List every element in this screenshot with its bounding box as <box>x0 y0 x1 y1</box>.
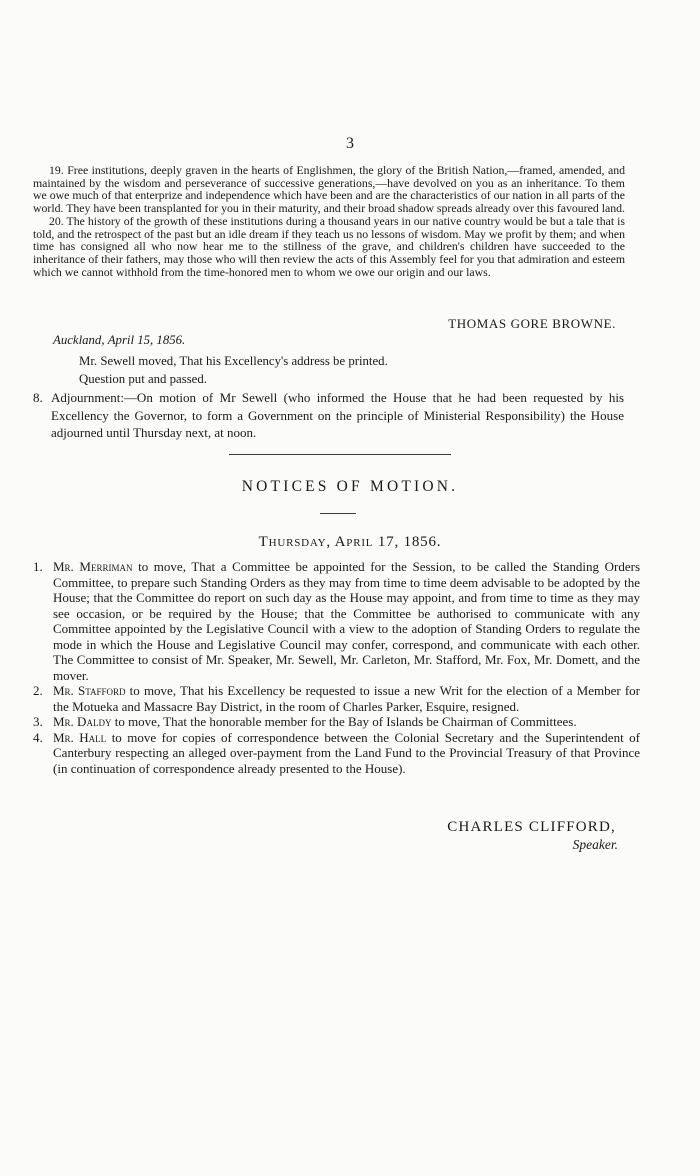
notice-number: 1. <box>33 559 43 574</box>
address-paragraph-20: 20. The history of the growth of these institutions during a thousand years in our native country would be but a tale that is told, and the retrospect of the past but an idle dream if they teach us no lessons of wisdom. May we profit by them; and when time has consigned all who now hear me to the stillness of the grave, and children's children have succeeded to the inheritance of their fathers, may those who will then review the acts of this Assembly feel for you that admiration and esteem which we cannot withhold from the time-honored men to whom we owe our origin and our laws. <box>33 213 625 279</box>
notice-mover: Mr. Merriman <box>53 559 133 574</box>
notice-text: to move, That the honorable member for the Bay of Islands be Chairman of Committees. <box>114 714 577 729</box>
address-text <box>33 164 625 278</box>
notice-item <box>33 730 640 777</box>
notices-list <box>33 559 640 776</box>
notice-mover: Mr. Daldy <box>53 714 112 729</box>
dateline-place: Auckland, <box>53 333 105 347</box>
notices-date: Thursday, April 17, 1856. <box>258 534 442 550</box>
notice-text: to move for copies of correspondence between the Colonial Secretary and the Superintendent of Canterbury respecting an alleged over-payment from the Land Fund to the Provincial Treasury of that Province (in continuation of correspondence already presented to the House). <box>53 729 641 776</box>
print-motion <box>53 352 388 388</box>
notice-mover: Mr. Stafford <box>53 683 126 698</box>
notice-text: to move, That his Excellency be requested to issue a new Writ for the election of a Member for the Motueka and Massacre Bay District, in the room of Charles Parker, Esquire, resigned. <box>53 683 641 714</box>
address-dateline <box>53 333 185 348</box>
page-number: 3 <box>346 135 354 152</box>
notice-number: 3. <box>33 714 43 729</box>
address-paragraph-19: 19. Free institutions, deeply graven in the hearts of Englishmen, the glory of the British Nation,—framed, amended, and maintained by the wisdom and perseverance of successive generations,—have devolved on you as an inheritance. To them we owe much of that enterprize and independence which have been and are the characteristics of our nation in all parts of the world. They have been transplanted for you in their maturity, and their broad shadow spreads already over this favoured land. <box>33 163 625 216</box>
notice-item <box>33 683 640 714</box>
notice-item <box>33 559 640 683</box>
adjournment-number: 8. <box>33 390 43 405</box>
notice-text: to move, That a Committee be appointed for the Session, to be called the Standing Orders Committee, to prepare such Standing Orders as they may from time to time deem advisable to be adopted by the House; that the Committee do report on such day as the House may appoint, and from time to time as they may see occasion, or be required by the House; that the Committee be authorised to communicate with any Committee appointed by the Legislative Council with a view to the adoption of Standing Orders to regulate the mode in which the House and Legislative Council may confer, correspond, and communicate with each other. The Committee to consist of Mr. Speaker, Mr. Sewell, Mr. Carleton, Mr. Stafford, Mr. Fox, Mr. Domett, and the mover. <box>53 559 641 683</box>
governor-signature: THOMAS GORE BROWNE. <box>448 316 616 331</box>
speaker-title: Speaker. <box>572 837 618 852</box>
adjournment-text: Adjournment:—On motion of Mr Sewell (who informed the House that he had been requested by his Excellency the Governor, to form a Government on the principle of Ministerial Responsibility) the House adjourned until Thursday next, at noon. <box>51 390 624 440</box>
notice-item <box>33 714 640 730</box>
question-line: Question put and passed. <box>79 372 207 386</box>
notice-number: 2. <box>33 683 43 698</box>
heading-divider <box>320 513 356 514</box>
notice-mover: Mr. Hall <box>53 729 107 745</box>
speaker-signature: CHARLES CLIFFORD, <box>447 819 616 835</box>
notices-heading: NOTICES OF MOTION. <box>241 478 459 495</box>
notice-number: 4. <box>33 729 43 745</box>
section-divider <box>229 454 451 455</box>
dateline-date: April 15, 1856. <box>107 333 186 347</box>
motion-line: Mr. Sewell moved, That his Excellency's address be printed. <box>79 354 388 368</box>
adjournment-item <box>33 389 624 442</box>
